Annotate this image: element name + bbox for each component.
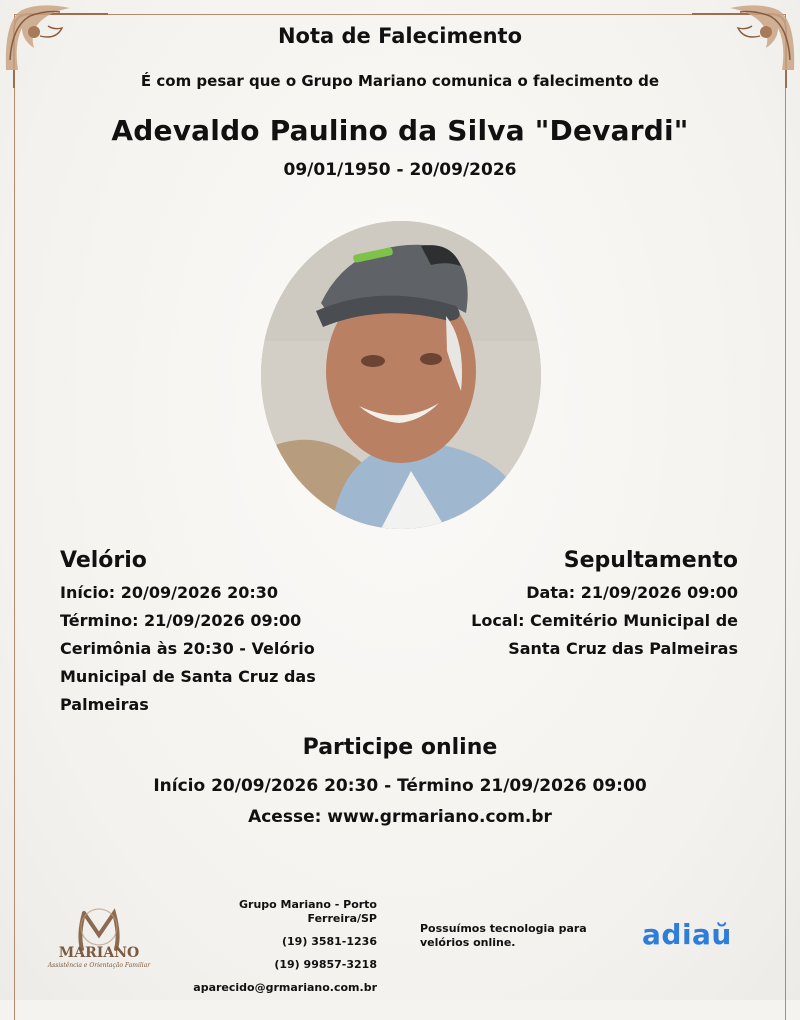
sepultamento-heading: Sepultamento [563, 548, 738, 573]
mariano-logo [44, 905, 154, 970]
deceased-portrait [261, 221, 541, 529]
contact-block [185, 898, 377, 1004]
sepultamento-line: Local: Cemitério Municipal de [471, 611, 738, 630]
logo-wordmark: MARIANO [58, 945, 140, 961]
contact-company: Grupo Mariano - Porto [238, 898, 377, 911]
online-link[interactable]: Acesse: www.grmariano.com.br [248, 807, 552, 827]
velorio-heading: Velório [60, 548, 147, 573]
notice-subtitle: É com pesar que o Grupo Mariano comunica o falecimento de [140, 72, 660, 90]
logo-tagline: Assistência e Orientação Familiar [47, 962, 151, 969]
velorio-line: Término: 21/09/2026 09:00 [60, 611, 302, 630]
sepultamento-section [408, 548, 738, 663]
deceased-name: Adevaldo Paulino da Silva "Devardi" [111, 114, 689, 147]
contact-phone[interactable]: (19) 3581-1236 [282, 935, 377, 948]
contact-phone[interactable]: (19) 99857-3218 [274, 958, 377, 971]
adiau-logo: adiaŭ [642, 918, 732, 951]
online-schedule: Início 20/09/2026 20:30 - Término 21/09/2026 09:00 [153, 776, 647, 796]
velorio-line: Municipal de Santa Cruz das [60, 667, 316, 686]
life-dates: 09/01/1950 - 20/09/2026 [283, 160, 517, 180]
sepultamento-line: Data: 21/09/2026 09:00 [526, 583, 738, 602]
velorio-line: Início: 20/09/2026 20:30 [60, 583, 279, 602]
sepultamento-line: Santa Cruz das Palmeiras [508, 639, 738, 658]
velorio-section [60, 548, 390, 719]
contact-email[interactable]: aparecido@grmariano.com.br [193, 981, 377, 994]
notice-title: Nota de Falecimento [277, 24, 523, 48]
online-heading: Participe online [302, 735, 498, 760]
tech-note: Possuímos tecnologia para velórios online. [420, 922, 587, 949]
velorio-line: Cerimônia às 20:30 - Velório [60, 639, 315, 658]
velorio-line: Palmeiras [60, 695, 149, 714]
contact-city: Ferreira/SP [307, 912, 377, 925]
